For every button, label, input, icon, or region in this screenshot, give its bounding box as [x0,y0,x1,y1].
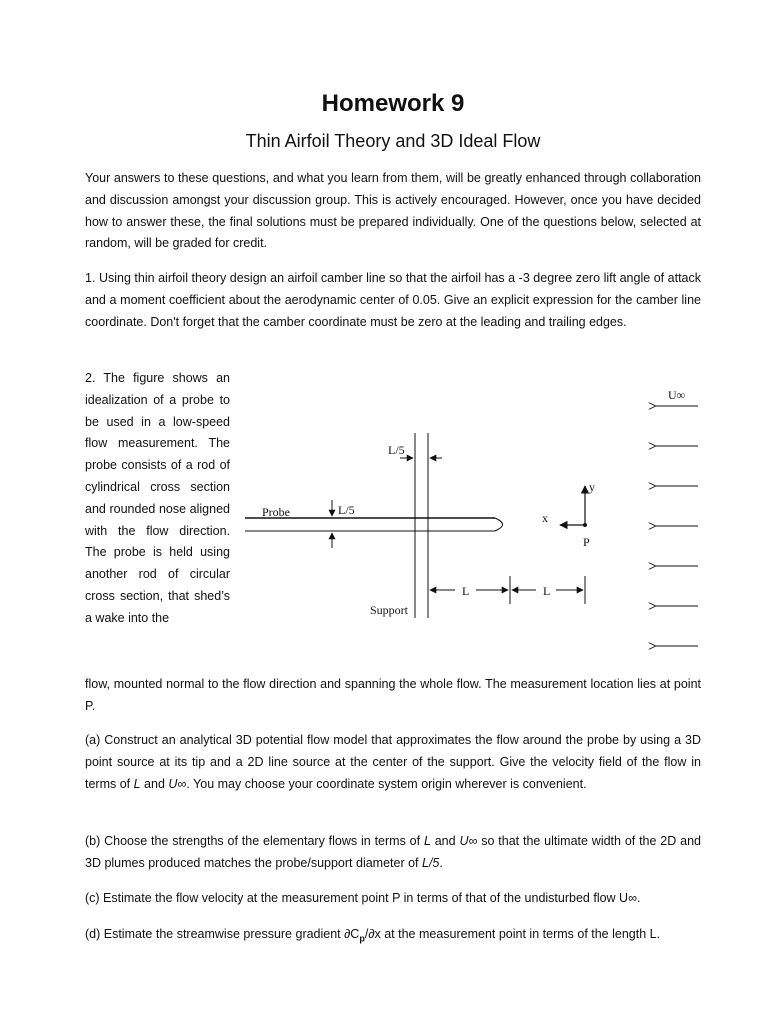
symbol-U-inf: U∞ [168,776,187,791]
question-2d [85,924,701,950]
subscript-p: p [359,933,365,944]
probe-label: Probe [262,505,290,519]
intro-paragraph: Your answers to these questions, and what you learn from them, will be greatly enhanced through collaboration and discussion amongst your discussion group. This is actively encouraged. However, once you have decided how to answer these, the final solutions must be prepared individually. One of the questions below, selected at random, will be graded for credit. [85,171,701,251]
question-1: 1. Using thin airfoil theory design an airfoil camber line so that the airfoil has a -3 degree zero lift angle of attack and a moment coefficient about the aerodynamic center of 0.05. Give an explicit expression for the camber line coordinate. Don't forget that the camber coordinate must be zero at the leading and trailing edges. [85,271,701,329]
page-subtitle: Thin Airfoil Theory and 3D Ideal Flow [245,131,541,151]
question-2b-and: and [430,834,460,848]
question-2b-post: . [439,855,443,870]
dim-l-1-label: L [462,584,470,598]
axis-x-label: x [542,511,548,525]
dim-l-2-label: L [543,584,551,598]
question-2d-pre: (d) Estimate the streamwise pressure gradient ∂C [85,927,360,941]
question-2b-pre: (b) Choose the strengths of the elementary flows in terms of [85,834,424,848]
probe-figure [240,378,710,668]
symbol-U-inf: U∞ [459,834,478,848]
dim-l5-side-label: L/5 [338,503,355,517]
freestream-label: U∞ [668,388,686,402]
probe-nose [495,518,503,531]
symbol-L: L [423,834,431,848]
question-2a-pre: (a) Construct an analytical 3D potential flow model that approximates the flow around the probe by using a 3D point source at its tip and a 2D line source at the center of the support. Give the velocity field of the flow in terms of [85,733,701,791]
point-p-label: P [583,535,590,549]
question-2a-and: and [140,776,169,791]
support-label: Support [370,603,409,617]
question-2d-post: /∂x at the measurement point in terms of the length L. [364,927,661,941]
dim-l5-top-label: L/5 [388,443,405,457]
symbol-L: L [133,776,141,791]
page-title: Homework 9 [321,90,465,117]
question-2b-mid: so that the ultimate width of the 2D and 3D plumes produced matches the probe/support diameter of [85,834,701,870]
question-2a-post: . You may choose your coordinate system origin wherever is convenient. [186,776,587,791]
point-p [583,523,587,527]
question-2c: (c) Estimate the flow velocity at the measurement point P in terms of that of the undisturbed flow U∞. [85,891,641,905]
axis-y-label: y [589,480,595,494]
question-2b [85,831,701,875]
question-2a [85,730,701,795]
question-2-text: 2. The figure shows an idealization of a probe to be used in a low-speed flow measurement. The probe consists of a rod of cylindrical cross section and rounded nose aligned with the flow direction. The probe is held using another rod of circular cross section, that shed’s a wake into the [85,371,230,625]
symbol-diameter: L/5 [422,855,440,870]
question-2-continuation: flow, mounted normal to the flow direction and spanning the whole flow. The measurement location lies at point P. [85,677,701,713]
